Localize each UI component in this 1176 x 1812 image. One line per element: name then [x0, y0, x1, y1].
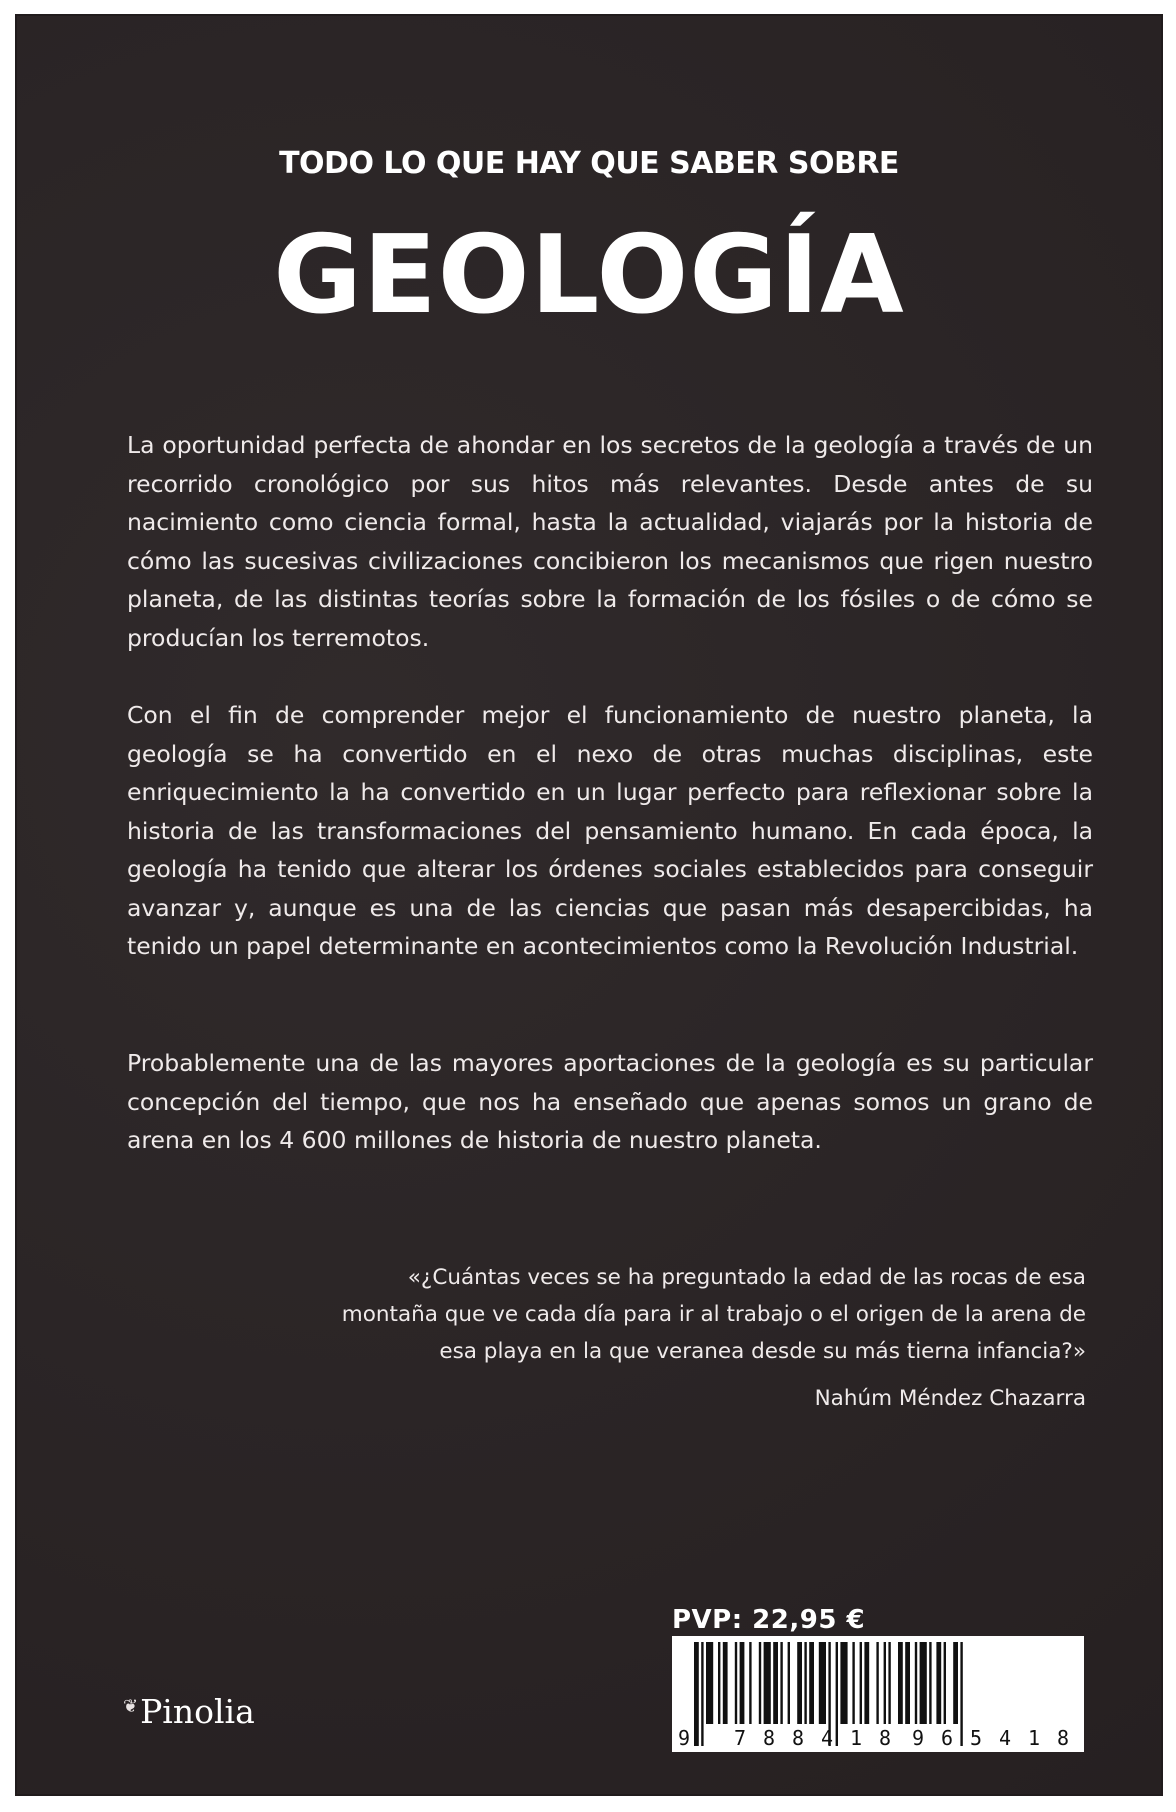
publisher-name: Pinolia: [140, 1692, 255, 1731]
barcode-digit: 6: [941, 1726, 954, 1750]
blurb-paragraph-3: Probablemente una de las mayores aportaciones de la geología es su particular concepción del tiempo, que nos ha enseñado que apenas somos un grano de arena en los 4 600 millones de historia de nuestro planeta.: [127, 1049, 1093, 1154]
barcode-digit: 7: [734, 1726, 747, 1750]
barcode-digit: 5: [970, 1726, 983, 1750]
cover-kicker: TODO LO QUE HAY QUE SABER SOBRE: [279, 146, 899, 181]
blurb-paragraph-1: La oportunidad perfecta de ahondar en los secretos de la geología a través de un recorrido cronológico por sus hitos más relevantes. Desde antes de su nacimiento como ciencia formal, hasta la actualidad, viajarás por la historia de cómo las sucesivas civilizaciones concibieron los mecanismos que rigen nuestro planeta, de las distintas teorías sobre la formación de los fósiles o de cómo se producían los terremotos.: [127, 431, 1093, 652]
book-back-cover: [15, 14, 1163, 1796]
barcode-digit: 9: [912, 1726, 925, 1750]
price-label: PVP: 22,95 €: [672, 1605, 866, 1635]
barcode-digit: 9: [678, 1726, 691, 1750]
isbn-barcode: [672, 1636, 1084, 1752]
author-quote: «¿Cuántas veces se ha preguntado la edad de las rocas de esa montaña que ve cada día para ir al trabajo o el origen de la arena de esa playa en la que veranea desde su más tierna infancia?»: [341, 1265, 1086, 1364]
barcode-digit: 8: [879, 1726, 892, 1750]
barcode-digit: 1: [850, 1726, 863, 1750]
barcode-digit: 4: [999, 1726, 1012, 1750]
barcode-digit: 8: [1057, 1726, 1070, 1750]
barcode-digit: 4: [821, 1726, 834, 1750]
cover-title: GEOLOGÍA: [273, 213, 905, 338]
blurb-paragraph-2: Con el fin de comprender mejor el funcionamiento de nuestro planeta, la geología se ha convertido en el nexo de otras muchas disciplinas, este enriquecimiento la ha convertido en un lugar perfecto para reflexionar sobre la historia de las transformaciones del pensamiento humano. En cada época, la geología ha tenido que alterar los órdenes sociales establecidos para conseguir avanzar y, aunque es una de las ciencias que pasan más desapercibidas, ha tenido un papel determinante en acontecimientos como la Revolución Industrial.: [127, 701, 1093, 960]
publisher-logo: [123, 1692, 255, 1731]
quote-author: Nahúm Méndez Chazarra: [814, 1386, 1086, 1411]
leaf-icon: ❦: [123, 1696, 139, 1717]
barcode-digit: 1: [1028, 1726, 1041, 1750]
barcode-digits: [672, 1636, 1084, 1752]
barcode-digit: 8: [792, 1726, 805, 1750]
barcode-digit: 8: [763, 1726, 776, 1750]
